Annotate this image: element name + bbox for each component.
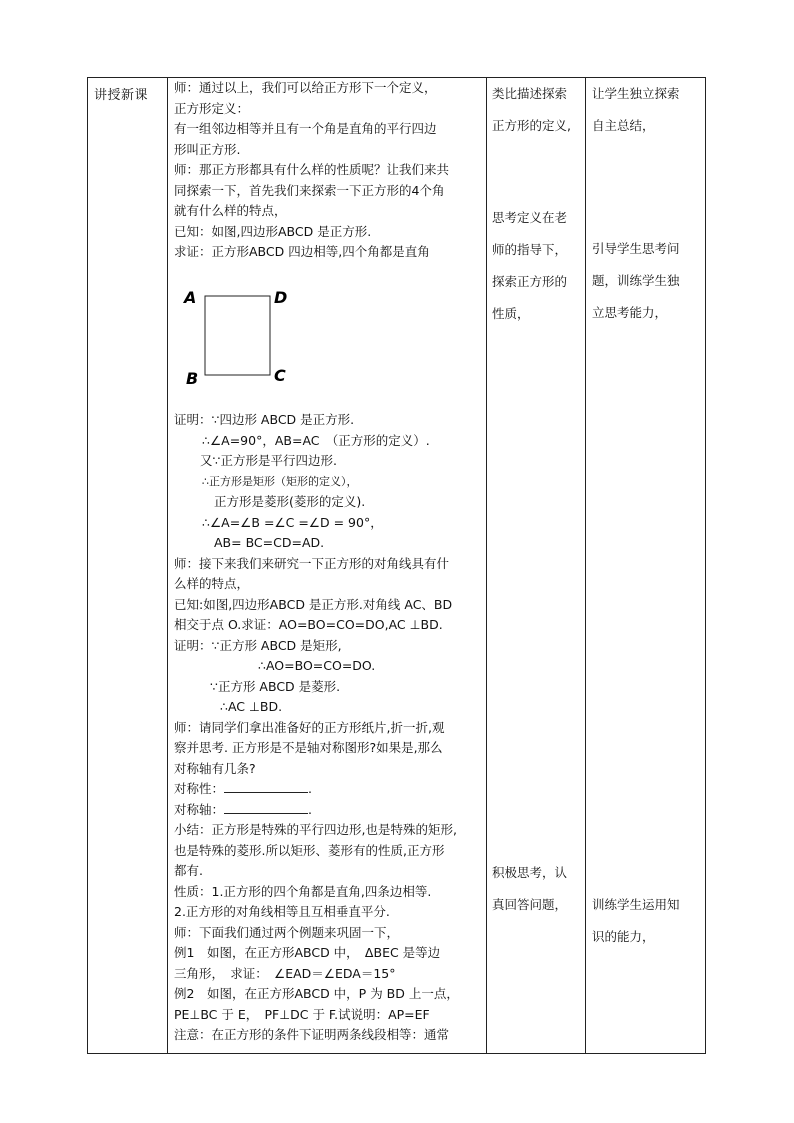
content-line: 师：下面我们通过两个例题来巩固一下，: [174, 924, 400, 940]
content-line: PE⊥BC 于 E， PF⊥DC 于 F.试说明：AP=EF: [174, 1006, 430, 1022]
intent-line: 引导学生思考问: [592, 241, 680, 256]
vertex-label-d: D: [274, 288, 288, 307]
content-line: 证明：∵正方形 ABCD 是矩形,: [174, 637, 342, 653]
vertex-label-a: A: [184, 288, 197, 307]
content-line: AB= BC=CD=AD.: [214, 535, 325, 550]
content-line: 已知:如图,四边形ABCD 是正方形.对角线 AC、BD: [174, 596, 453, 612]
content-line: 也是特殊的菱形.所以矩形、菱形有的性质,正方形: [174, 842, 445, 858]
content-line: ∴AC ⊥BD.: [220, 699, 283, 714]
content-line: 小结：正方形是特殊的平行四边形,也是特殊的矩形,: [174, 822, 457, 837]
content-line: ∴∠A=∠B =∠C =∠D = 90°，: [202, 514, 383, 530]
section-label: 讲授新课: [94, 88, 149, 103]
symmetry-label: 对称性：: [174, 781, 225, 796]
content-line: 2.正方形的对角线相等且互相垂直平分.: [174, 904, 390, 919]
intent-line: 题，训练学生独: [592, 273, 680, 288]
activity-block: [492, 78, 584, 142]
content-line: 正方形是菱形(菱形的定义).: [214, 494, 366, 509]
content-line: 正方形定义：: [174, 100, 250, 116]
activity-line: 探索正方形的: [492, 274, 568, 289]
content-line: 求证：正方形ABCD 四边相等,四个角都是直角: [174, 244, 430, 259]
intent-line: 训练学生运用知: [592, 897, 680, 912]
square-figure: [178, 285, 298, 390]
intent-block: [592, 78, 704, 142]
answer-blank: [224, 780, 308, 793]
section-cell: [88, 78, 167, 1053]
content-line: 有一组邻边相等并且有一个角是直角的平行四边: [174, 121, 437, 136]
content-line: ∴正方形是矩形（矩形的定义），: [202, 474, 358, 488]
content-line: 同探索一下，首先我们来探索一下正方形的4个角: [174, 182, 445, 198]
activity-block: [492, 202, 584, 330]
symmetry-line: 对称性： .: [174, 781, 312, 796]
intent-block: [592, 889, 704, 953]
square-shape: [205, 296, 270, 375]
content-line: ∴AO=BO=CO=DO.: [258, 658, 376, 673]
intent-line: 立思考能力，: [592, 305, 668, 320]
content-line: 师：请同学们拿出准备好的正方形纸片,折一折,观: [174, 719, 445, 735]
activity-line: 师的指导下，: [492, 242, 568, 257]
content-line: 已知：如图,四边形ABCD 是正方形.: [174, 223, 372, 239]
activity-line: 真回答问题，: [492, 897, 568, 912]
content-cell: [168, 78, 486, 1053]
activity-line: 正方形的定义,: [492, 118, 571, 133]
content-line: 师：通过以上，我们可以给正方形下一个定义，: [174, 80, 437, 95]
content-line: 师：那正方形都具有什么样的性质呢？让我们来共: [174, 162, 450, 177]
content-line: 三角形， 求证： ∠EAD＝∠EDA＝15°: [174, 965, 396, 981]
content-line: 对称轴有几条?: [174, 760, 256, 776]
intro-text: [174, 78, 484, 263]
activity-line: 性质，: [492, 306, 530, 321]
content-line: 师：接下来我们来研究一下正方形的对角线具有什: [174, 555, 450, 571]
content-line: 又∵正方形是平行四边形.: [200, 453, 337, 468]
content-line: 例1 如图，在正方形ABCD 中， ΔBEC 是等边: [174, 945, 441, 960]
content-line: 性质：1.正方形的四个角都是直角,四条边相等.: [174, 883, 432, 899]
content-line: ∴∠A=90°，AB=AC （正方形的定义）.: [202, 432, 430, 448]
axis-line: 对称轴： .: [174, 801, 312, 817]
intent-line: 让学生独立探索: [592, 86, 680, 101]
content-line: ∵正方形 ABCD 是菱形.: [210, 678, 341, 694]
lesson-table: [87, 77, 706, 1054]
content-line: 么样的特点，: [174, 576, 250, 591]
content-line: 注意：在正方形的条件下证明两条线段相等：通常: [174, 1027, 450, 1042]
intent-line: 自主总结，: [592, 118, 655, 133]
content-line: 都有.: [174, 863, 203, 878]
intent-line: 识的能力，: [592, 929, 655, 944]
vertex-label-b: B: [186, 369, 199, 388]
activity-line: 积极思考，认: [492, 865, 568, 880]
student-activity-cell: [487, 78, 585, 1053]
content-line: 例2 如图，在正方形ABCD 中，P 为 BD 上一点，: [174, 986, 459, 1001]
proof-text: [174, 410, 484, 1046]
content-line: 相交于点 O.求证：AO=BO=CO=DO,AC ⊥BD.: [174, 617, 443, 632]
content-line: 证明：∵四边形 ABCD 是正方形.: [174, 412, 355, 427]
content-line: 形叫正方形.: [174, 141, 241, 157]
vertex-label-c: C: [274, 366, 286, 385]
content-line: 察并思考. 正方形是不是轴对称图形?如果是,那么: [174, 740, 443, 755]
activity-block: [492, 857, 584, 921]
intent-block: [592, 233, 704, 329]
activity-line: 类比描述探索: [492, 86, 568, 101]
activity-line: 思考定义在老: [492, 210, 568, 225]
content-line: 就有什么样的特点，: [174, 203, 287, 218]
axis-label: 对称轴：: [174, 801, 225, 817]
design-intent-cell: [586, 78, 706, 1053]
answer-blank: [224, 801, 308, 814]
